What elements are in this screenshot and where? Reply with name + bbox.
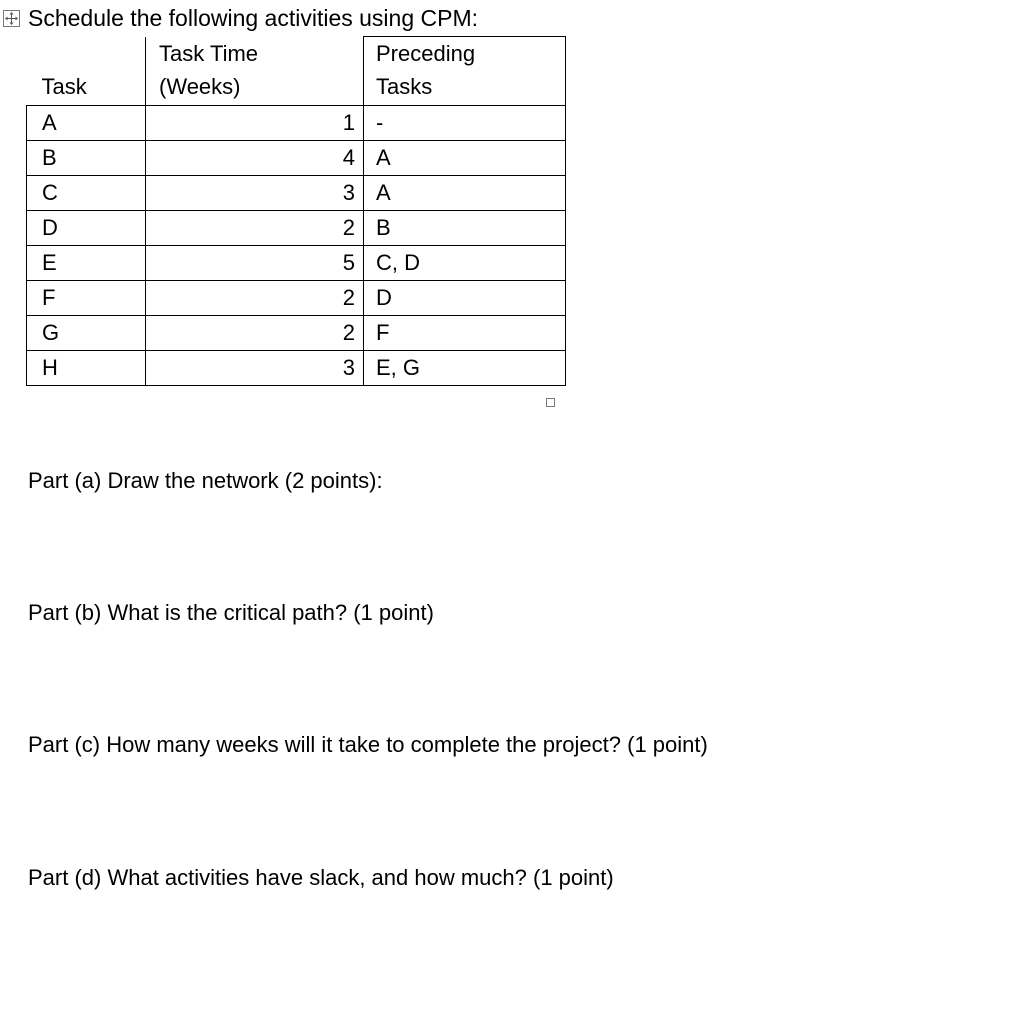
time-cell[interactable]: 1: [146, 106, 364, 141]
header-task: [27, 37, 146, 106]
question-part-d: Part (d) What activities have slack, and how much? (1 point): [28, 865, 614, 890]
table-row: [27, 351, 566, 386]
table-move-handle[interactable]: [3, 10, 20, 27]
table-header-row: [27, 37, 566, 106]
task-cell[interactable]: G: [27, 316, 146, 351]
table-row: [27, 281, 566, 316]
time-cell[interactable]: 3: [146, 351, 364, 386]
preceding-cell[interactable]: C, D: [364, 246, 566, 281]
header-prec-line2: Tasks: [376, 74, 433, 99]
preceding-cell[interactable]: E, G: [364, 351, 566, 386]
preceding-cell[interactable]: A: [364, 141, 566, 176]
task-cell[interactable]: E: [27, 246, 146, 281]
preceding-cell[interactable]: D: [364, 281, 566, 316]
time-cell[interactable]: 4: [146, 141, 364, 176]
question-part-b: Part (b) What is the critical path? (1 point): [28, 600, 434, 625]
time-cell[interactable]: 2: [146, 211, 364, 246]
table-row: [27, 141, 566, 176]
header-task-label: Task: [41, 74, 87, 99]
preceding-cell[interactable]: -: [364, 106, 566, 141]
task-cell[interactable]: D: [27, 211, 146, 246]
task-cell[interactable]: F: [27, 281, 146, 316]
page-heading: Schedule the following activities using CPM:: [28, 5, 479, 31]
table-resize-handle[interactable]: [546, 398, 555, 407]
time-cell[interactable]: 2: [146, 316, 364, 351]
question-part-a: Part (a) Draw the network (2 points):: [28, 468, 383, 493]
table-row: [27, 106, 566, 141]
question-part-c: Part (c) How many weeks will it take to complete the project? (1 point): [28, 732, 708, 757]
header-preceding-tasks: [364, 37, 566, 106]
time-cell[interactable]: 5: [146, 246, 364, 281]
task-cell[interactable]: H: [27, 351, 146, 386]
table-row: [27, 176, 566, 211]
preceding-cell[interactable]: A: [364, 176, 566, 211]
header-task-time: [146, 37, 364, 106]
cpm-activity-table: [26, 36, 566, 386]
task-cell[interactable]: C: [27, 176, 146, 211]
preceding-cell[interactable]: F: [364, 316, 566, 351]
header-prec-line1: Preceding: [376, 41, 476, 66]
table-row: [27, 316, 566, 351]
header-time-line1: Task Time: [159, 41, 259, 66]
move-arrows-icon: [4, 11, 19, 26]
time-cell[interactable]: 3: [146, 176, 364, 211]
time-cell[interactable]: 2: [146, 281, 364, 316]
table-row: [27, 211, 566, 246]
task-cell[interactable]: B: [27, 141, 146, 176]
task-cell[interactable]: A: [27, 106, 146, 141]
table-row: [27, 246, 566, 281]
header-time-line2: (Weeks): [159, 74, 241, 99]
preceding-cell[interactable]: B: [364, 211, 566, 246]
